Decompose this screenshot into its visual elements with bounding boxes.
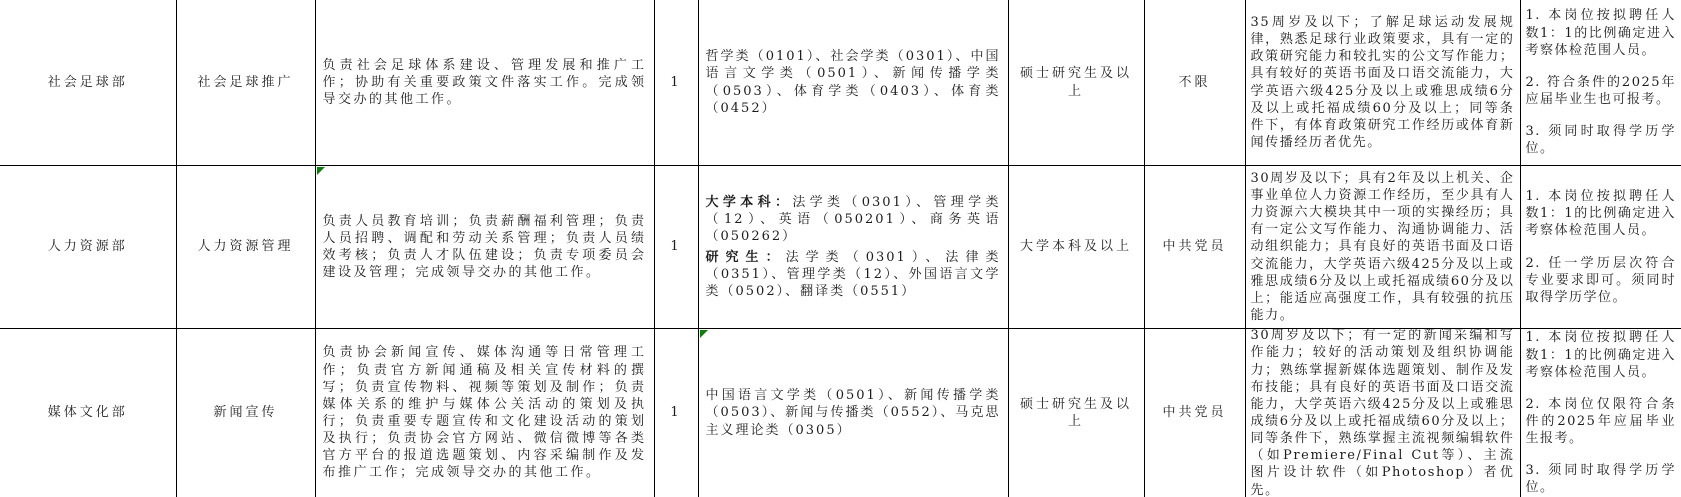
majors-graduate-text: 法学类（0301）、法律类（0351）、管理学类（12）、外国语言文学类（0502）、翻译类（0551）: [705, 250, 1001, 300]
cell-majors: [698, 329, 1008, 497]
duties-text: 负责人员教育培训；负责薪酬福利管理；负责人员招聘、调配和劳动关系管理；负责人员绩效考核；负责人才队伍建设；负责专项委员会建设及管理；完成领导交办的其他工作。: [322, 213, 647, 281]
cell-political-status: [1144, 0, 1245, 166]
cell-majors: [698, 0, 1008, 166]
cell-remarks: [1520, 0, 1681, 166]
political-status-text: 中共党员: [1162, 239, 1227, 255]
majors-bachelor-line: [706, 194, 1001, 245]
cell-headcount: [654, 329, 698, 497]
cell-majors: [698, 166, 1008, 329]
cell-requirements: [1245, 329, 1520, 497]
majors-graduate-line: [706, 249, 1001, 300]
remark-item: 2. 本岗位仅限符合条件的2025年应届毕业生报考。: [1525, 396, 1676, 447]
remark-item: 2. 符合条件的2025年应届毕业生也可报考。: [1525, 74, 1676, 108]
majors-text: [699, 166, 1008, 328]
cell-department: [0, 329, 176, 497]
department-text: 社会足球部: [47, 74, 128, 90]
duties-text: 负责社会足球体系建设、管理发展和推广工作；协助有关重要政策文件落实工作。完成领导交办的其他工作。: [322, 57, 647, 108]
position-text: 新闻宣传: [213, 405, 278, 421]
headcount-text: 1: [670, 74, 682, 90]
remark-item: 2. 任一学历层次符合专业要求即可。须同时取得学历学位。: [1525, 255, 1676, 305]
cell-duties: [315, 166, 654, 329]
requirements-text: 35周岁及以下；了解足球运动发展规律，熟悉足球行业政策要求，具有一定的政策研究能力和较扎实的公文写作能力；具有较好的英语书面及口语交流能力，大学英语六级425分及以上或雅思成绩6分及以上或托福成绩60分及以上；同等条件下，有体育政策研究工作经历或体育新闻传播经历者优先。: [1250, 14, 1515, 150]
cell-education: [1008, 166, 1144, 329]
education-text: 硕士研究生及以上: [1019, 396, 1132, 429]
cell-position: [176, 329, 315, 497]
remark-item: 3. 须同时取得学历学位。: [1525, 124, 1676, 157]
majors-graduate-label: 研究生：: [705, 250, 786, 265]
majors-text: 哲学类（0101）、社会学类（0301）、中国语言文学类（0501）、新闻传播学类（0503）、体育学类（0403）、体育类（0452）: [705, 49, 1001, 116]
cell-remarks: [1520, 166, 1681, 329]
majors-bachelor-text: 法学类（0301）、管理学类（12）、英语（050201）、商务英语（050262）: [705, 194, 1001, 244]
cell-political-status: [1144, 329, 1245, 497]
remark-item: 1. 本岗位按拟聘任人数1：1的比例确定进入考察体检范围人员。: [1525, 189, 1676, 239]
remark-item: 3. 须同时取得学历学位。: [1525, 463, 1676, 496]
cell-political-status: [1144, 166, 1245, 329]
cell-education: [1008, 329, 1144, 497]
cell-department: [0, 166, 176, 329]
cell-duties: [315, 329, 654, 497]
headcount-text: 1: [670, 239, 682, 255]
political-status-text: 不限: [1178, 74, 1211, 90]
remarks-list: [1521, 166, 1681, 328]
majors-text: 中国语言文学类（0501）、新闻传播学类（0503）、新闻与传播类（0552）、马克思主义理论类（0305）: [705, 388, 1001, 438]
cell-headcount: [654, 0, 698, 166]
political-status-text: 中共党员: [1162, 405, 1227, 421]
requirements-text: 30周岁及以下；具有2年及以上机关、企事业单位人力资源工作经历，至少具有人力资源六大模块其中一项的实操经历；具有一定公文写作能力、沟通协调能力、活动组织能力；具有良好的英语书面及口语交流能力，大学英语六级425分及以上或雅思成绩6分及以上或托福成绩60分及以上；能适应高强度工作，具有较强的抗压能力。: [1250, 170, 1515, 324]
remarks-list: [1521, 0, 1681, 165]
duties-text: 负责协会新闻宣传、媒体沟通等日常管理工作；负责官方新闻通稿及相关宣传材料的撰写；负责宣传物料、视频等策划及制作；负责媒体关系的维护与媒体公关活动的策划及执行；负责重要专题宣传和文化建设活动的策划及执行；负责协会官方网站、微信微博等各类官方平台的报道选题策划、内容采编制作及发布推广工作；完成领导交办的其他工作。: [322, 345, 647, 481]
remark-item: 1. 本岗位按拟聘任人数1：1的比例确定进入考察体检范围人员。: [1525, 330, 1676, 380]
department-text: 人力资源部: [47, 239, 128, 255]
table-row-social-football: [0, 0, 1681, 166]
education-text: 硕士研究生及以上: [1019, 66, 1132, 99]
table-row-human-resources: [0, 166, 1681, 329]
department-text: 媒体文化部: [47, 405, 128, 421]
cell-requirements: [1245, 166, 1520, 329]
position-text: 人力资源管理: [197, 239, 294, 255]
table-row-media-culture: [0, 329, 1681, 497]
requirements-text: 30周岁及以下；有一定的新闻采编和写作能力；较好的活动策划及组织协调能力；熟练掌握新媒体选题策划、制作及发布技能；具有良好的英语书面及口语交流能力，大学英语六级425分及以上或雅思成绩6分及以上或托福成绩60分及以上；同等条件下，熟练掌握主流视频编辑软件（如Premiere/Final Cut等）、主流图片设计软件（如Photoshop）者优先。: [1250, 329, 1515, 497]
headcount-text: 1: [670, 405, 682, 421]
remarks-list: [1521, 329, 1681, 497]
position-text: 社会足球推广: [197, 74, 294, 90]
majors-bachelor-label: 大学本科：: [705, 194, 793, 210]
cell-duties: [315, 0, 654, 166]
cell-requirements: [1245, 0, 1520, 166]
cell-headcount: [654, 166, 698, 329]
remark-item: 1. 本岗位按拟聘任人数1：1的比例确定进入考察体检范围人员。: [1525, 8, 1676, 58]
cell-position: [176, 166, 315, 329]
cell-department: [0, 0, 176, 166]
education-text: 大学本科及以上: [1019, 239, 1132, 255]
cell-remarks: [1520, 329, 1681, 497]
cell-education: [1008, 0, 1144, 166]
cell-position: [176, 0, 315, 166]
